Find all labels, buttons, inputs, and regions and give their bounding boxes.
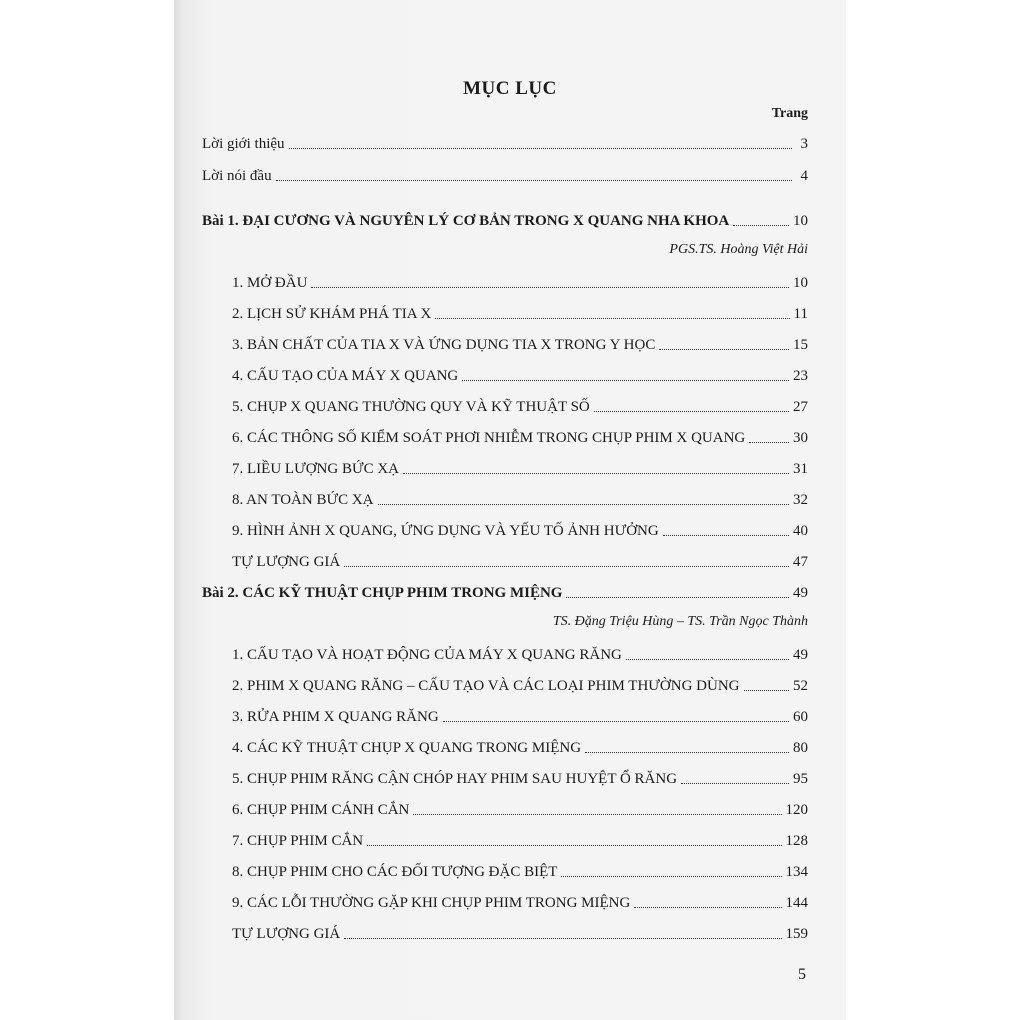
- toc-subentry: [232, 335, 808, 355]
- toc-subentry: [232, 366, 808, 386]
- toc-subentry-page: 95: [793, 771, 808, 787]
- toc-subentry-page: 10: [793, 275, 808, 291]
- toc-entry-label: Lời giới thiệu: [202, 136, 285, 152]
- lesson-2-author: TS. Đặng Triệu Hùng – TS. Trần Ngọc Thành: [552, 614, 808, 629]
- dot-leader: [378, 503, 789, 505]
- toc-subentry: [232, 645, 808, 665]
- toc-subentry: [232, 893, 808, 913]
- lesson-1-entry: [202, 211, 808, 231]
- toc-subentry-page: 47: [793, 554, 808, 570]
- dot-leader: [435, 317, 789, 319]
- toc-subentry-page: 31: [793, 461, 808, 477]
- toc-entry: [202, 166, 808, 186]
- dot-leader: [311, 286, 789, 288]
- dot-leader: [413, 813, 781, 815]
- toc-subentry-page: 11: [793, 306, 808, 322]
- toc-subentry-label: 1. CẤU TẠO VÀ HOẠT ĐỘNG CỦA MÁY X QUANG RĂNG: [232, 647, 622, 663]
- toc-subentry-label: 3. RỬA PHIM X QUANG RĂNG: [232, 709, 439, 725]
- dot-leader: [634, 906, 781, 908]
- lesson-page: 10: [793, 213, 808, 229]
- toc-subentry-label: TỰ LƯỢNG GIÁ: [232, 926, 341, 942]
- dot-leader: [443, 720, 789, 722]
- toc-subentry-page: 40: [793, 523, 808, 539]
- toc-subentry-label: 2. LỊCH SỬ KHÁM PHÁ TIA X: [232, 306, 432, 322]
- dot-leader: [561, 875, 781, 877]
- dot-leader: [744, 689, 790, 691]
- toc-subentry: [232, 428, 808, 448]
- toc-subentry-page: 120: [785, 802, 808, 818]
- toc-subentry-label: 6. CHỤP PHIM CÁNH CẮN: [232, 802, 410, 818]
- toc-subentry-page: 23: [793, 368, 808, 384]
- toc-subentry-label: 5. CHỤP PHIM RĂNG CẬN CHÓP HAY PHIM SAU HUYỆT Ổ RĂNG: [232, 771, 678, 787]
- lesson-1-author: PGS.TS. Hoàng Việt Hải: [669, 242, 808, 257]
- toc-subentry-page: 80: [793, 740, 808, 756]
- dot-leader: [749, 441, 789, 443]
- dot-leader: [594, 410, 789, 412]
- toc-subentry: [232, 490, 808, 510]
- toc-subentry: [232, 459, 808, 479]
- toc-subentry-page: 49: [793, 647, 808, 663]
- toc-subentry: [232, 552, 808, 572]
- toc-subentry-label: 1. MỞ ĐẦU: [232, 275, 308, 291]
- dot-leader: [659, 348, 789, 350]
- page-column-heading: Trang: [771, 106, 808, 121]
- book-page: [174, 0, 846, 1020]
- toc-subentry-label: 4. CÁC KỸ THUẬT CHỤP X QUANG TRONG MIỆNG: [232, 740, 582, 756]
- dot-leader: [344, 565, 789, 567]
- dot-leader: [733, 224, 789, 226]
- toc-subentry-label: 8. AN TOÀN BỨC XẠ: [232, 492, 374, 508]
- toc-entry-label: Lời nói đầu: [202, 168, 272, 184]
- toc-subentry-label: 8. CHỤP PHIM CHO CÁC ĐỐI TƯỢNG ĐẶC BIỆT: [232, 864, 558, 880]
- toc-subentry-page: 15: [793, 337, 808, 353]
- toc-subentry-page: 128: [785, 833, 808, 849]
- dot-leader: [367, 844, 781, 846]
- toc-subentry-page: 159: [785, 926, 808, 942]
- dot-leader: [403, 472, 789, 474]
- lesson-title: Bài 2. CÁC KỸ THUẬT CHỤP PHIM TRONG MIỆNG: [202, 585, 563, 601]
- toc-entry-page: 4: [800, 168, 808, 184]
- toc-subentry-label: 3. BẢN CHẤT CỦA TIA X VÀ ỨNG DỤNG TIA X TRONG Y HỌC: [232, 337, 656, 353]
- dot-leader: [663, 534, 789, 536]
- toc-subentry: [232, 769, 808, 789]
- dot-leader: [344, 937, 781, 939]
- dot-leader: [462, 379, 789, 381]
- toc-subentry-page: 30: [793, 430, 808, 446]
- toc-subentry-label: 9. HÌNH ẢNH X QUANG, ỨNG DỤNG VÀ YẾU TỐ ẢNH HƯỞNG: [232, 523, 659, 539]
- lesson-page: 49: [793, 585, 808, 601]
- toc-subentry: [232, 831, 808, 851]
- toc-subentry-label: 6. CÁC THÔNG SỐ KIỂM SOÁT PHƠI NHIỄM TRONG CHỤP PHIM X QUANG: [232, 430, 746, 446]
- toc-subentry: [232, 738, 808, 758]
- toc-entry: [202, 134, 808, 154]
- toc-subentry: [232, 800, 808, 820]
- toc-subentry-label: 7. LIỀU LƯỢNG BỨC XẠ: [232, 461, 400, 477]
- toc-subentry: [232, 862, 808, 882]
- toc-subentry-label: 4. CẤU TẠO CỦA MÁY X QUANG: [232, 368, 459, 384]
- toc-subentry: [232, 273, 808, 293]
- lesson-title: Bài 1. ĐẠI CƯƠNG VÀ NGUYÊN LÝ CƠ BẢN TRONG X QUANG NHA KHOA: [202, 213, 730, 229]
- toc-subentry-label: 5. CHỤP X QUANG THƯỜNG QUY VÀ KỸ THUẬT SỐ: [232, 399, 590, 415]
- toc-subentry-page: 32: [793, 492, 808, 508]
- toc-subentry-page: 144: [785, 895, 808, 911]
- toc-subentry-page: 60: [793, 709, 808, 725]
- dot-leader: [566, 596, 789, 598]
- toc-subentry: [232, 397, 808, 417]
- toc-subentry-label: 2. PHIM X QUANG RĂNG – CẤU TẠO VÀ CÁC LOẠI PHIM THƯỜNG DÙNG: [232, 678, 740, 694]
- toc-subentry-label: TỰ LƯỢNG GIÁ: [232, 554, 341, 570]
- dot-leader: [289, 147, 792, 149]
- dot-leader: [276, 179, 792, 181]
- toc-subentry: [232, 521, 808, 541]
- page-number: 5: [798, 966, 806, 983]
- toc-subentry-page: 134: [785, 864, 808, 880]
- lesson-2-entry: [202, 583, 808, 603]
- dot-leader: [626, 658, 789, 660]
- toc-subentry-page: 52: [793, 678, 808, 694]
- toc-subentry-label: 7. CHỤP PHIM CẮN: [232, 833, 364, 849]
- page-title: MỤC LỤC: [463, 78, 557, 99]
- toc-subentry: [232, 707, 808, 727]
- dot-leader: [681, 782, 789, 784]
- toc-subentry-page: 27: [793, 399, 808, 415]
- toc-subentry: [232, 676, 808, 696]
- toc-subentry: [232, 304, 808, 324]
- toc-entry-page: 3: [800, 136, 808, 152]
- dot-leader: [585, 751, 789, 753]
- toc-subentry-label: 9. CÁC LỖI THƯỜNG GẶP KHI CHỤP PHIM TRONG MIỆNG: [232, 895, 631, 911]
- toc-subentry: [232, 924, 808, 944]
